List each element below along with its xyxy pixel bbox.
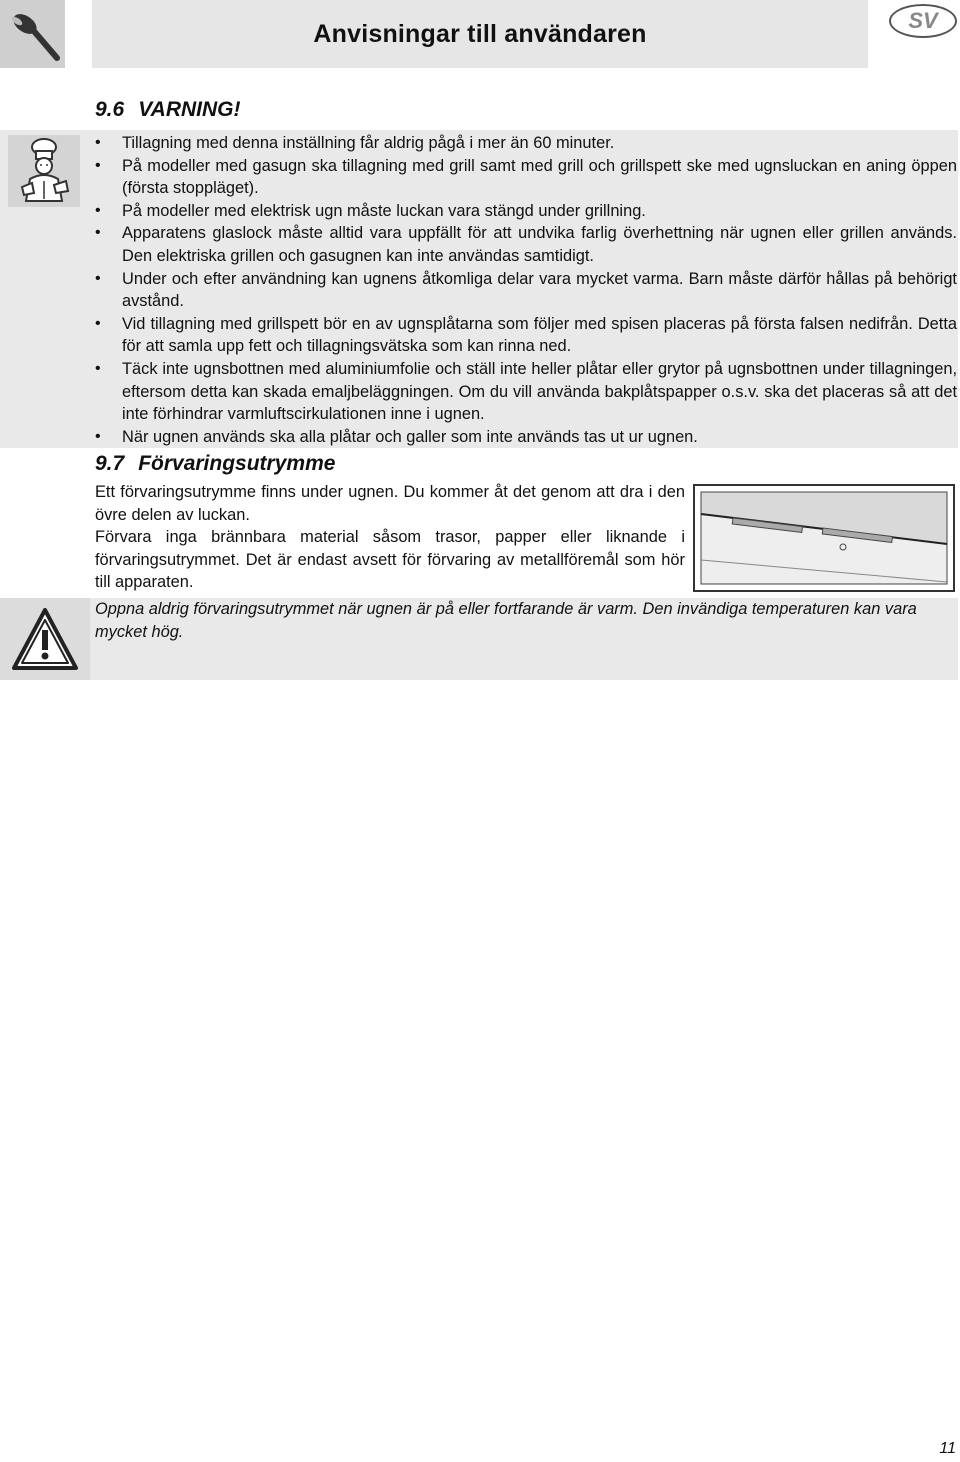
storage-paragraph-1: Ett förvaringsutrymme finns under ugnen. Du kommer åt det genom att dra i den övre delen av luckan. (95, 483, 685, 524)
section-title: Förvaringsutrymme (138, 452, 336, 475)
list-item: • Apparatens glaslock måste alltid vara uppfällt för att undvika farlig överhettning när ugnen eller grillen används. Den elektriska grillen och gasugnen kan inte användas samtidigt. (95, 222, 957, 267)
warning-bullet-list (95, 132, 957, 448)
list-item: • Vid tillagning med grillspett bör en av ugnsplåtarna som följer med spisen placeras på första falsen nedifrån. Detta för att samla upp fett och tillagningsvätska som kan rinna ned. (95, 313, 957, 358)
list-item: • Tillagning med denna inställning får aldrig pågå i mer än 60 minuter. (95, 132, 957, 155)
list-item: • På modeller med gasugn ska tillagning med grill samt med grill och grillspett ske med ugnsluckan en aning öppen (första stoppläget). (95, 155, 957, 200)
page-number: 11 (939, 1440, 956, 1457)
list-item: • När ugnen används ska alla plåtar och galler som inte används tas ut ur ugnen. (95, 426, 957, 449)
language-badge: SV (889, 4, 957, 38)
list-item: • Under och efter användning kan ugnens åtkomliga delar vara mycket varma. Barn måste därför hållas på behörigt avstånd. (95, 268, 957, 313)
page-title: Anvisningar till användaren (313, 19, 647, 48)
section-number: 9.7 (95, 452, 125, 475)
section-title: VARNING! (138, 98, 241, 121)
section-heading-storage (95, 452, 335, 476)
storage-paragraph-2: Förvara inga brännbara material såsom trasor, papper eller liknande i förvaringsutrymmet. Det är endast avsett för förvaring av metallföremål som hör till apparaten. (95, 528, 685, 592)
warning-icon-box (0, 598, 90, 680)
warning-triangle-icon (10, 606, 80, 672)
storage-warning-panel (0, 598, 958, 680)
section-number: 9.6 (95, 98, 125, 121)
section-heading-warning (95, 98, 240, 122)
list-item: • Täck inte ugnsbottnen med aluminiumfolie och ställ inte heller plåtar eller grytor på ugnsbottnen under tillagningen, eftersom detta kan skada emaljbeläggningen. Om du vill använda bakplåtspapper o.s.v. ska det placeras så att det inte förhindrar varmluftscirkulationen inne i ugnen. (95, 358, 957, 426)
storage-warning-text: Oppna aldrig förvaringsutrymmet när ugnen är på eller fortfarande är varm. Den invändiga temperaturen kan vara mycket hög. (95, 600, 917, 641)
chef-icon (8, 135, 80, 207)
header-bar (92, 0, 868, 68)
storage-drawer-illustration (693, 484, 955, 592)
spoon-logo-icon (0, 0, 65, 68)
list-item: • På modeller med elektrisk ugn måste luckan vara stängd under grillning. (95, 200, 957, 223)
